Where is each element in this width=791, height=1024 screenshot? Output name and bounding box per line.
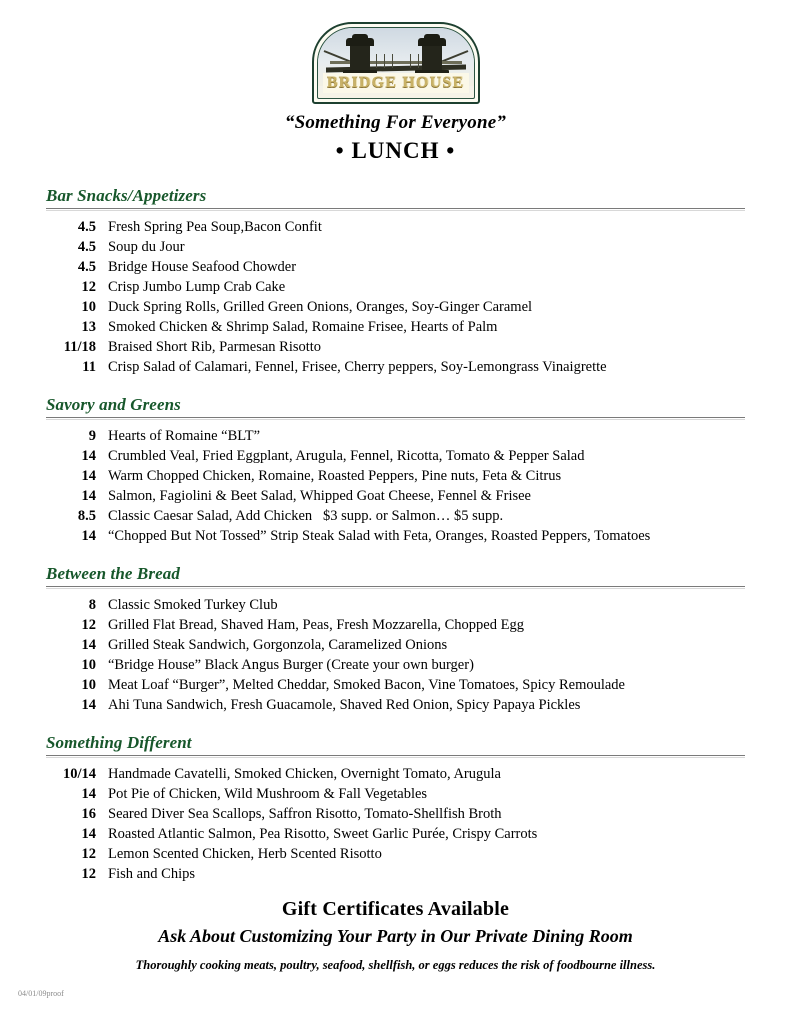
menu-item: [46, 337, 745, 357]
bridge-hanger-icon: [392, 54, 393, 68]
menu-section: [46, 186, 745, 377]
proof-stamp: 04/01/09proof: [18, 989, 64, 998]
menu-item-description: Classic Caesar Salad, Add Chicken $3 supp. or Salmon… $5 supp.: [108, 508, 504, 524]
menu-item-price: 4.5: [77, 239, 96, 255]
section-heading: Between the Bread: [46, 564, 180, 583]
bridge-house-logo: [312, 22, 480, 104]
menu-item-description: Handmade Cavatelli, Smoked Chicken, Overnight Tomato, Arugula: [108, 766, 501, 782]
menu-item-description: “Chopped But Not Tossed” Strip Steak Salad with Feta, Oranges, Roasted Peppers, Tomatoes: [108, 528, 651, 544]
menu-item: [46, 426, 745, 446]
menu-item-description: Roasted Atlantic Salmon, Pea Risotto, Sweet Garlic Purée, Crispy Carrots: [108, 826, 538, 842]
menu-item-price: 8.5: [77, 508, 96, 524]
menu-item-description: Lemon Scented Chicken, Herb Scented Risotto: [108, 846, 382, 862]
menu-item-price: 14: [81, 786, 96, 802]
menu-item-description: Seared Diver Sea Scallops, Saffron Risotto, Tomato-Shellfish Broth: [108, 806, 502, 822]
bridge-hanger-icon: [384, 54, 385, 68]
menu-item-price: 14: [81, 488, 96, 504]
menu-footer: [0, 898, 791, 973]
menu-item: [46, 297, 745, 317]
menu-item: [46, 237, 745, 257]
menu-item-description: Hearts of Romaine “BLT”: [108, 428, 261, 444]
menu-item: [46, 784, 745, 804]
tagline: “Something For Everyone”: [284, 112, 507, 133]
menu-item: [46, 277, 745, 297]
menu-item-description: Soup du Jour: [108, 239, 185, 255]
menu-item-price: 14: [81, 528, 96, 544]
menu-section: [46, 733, 745, 884]
menu-item-description: Grilled Flat Bread, Shaved Ham, Peas, Fresh Mozzarella, Chopped Egg: [108, 617, 524, 633]
menu-item-description: Smoked Chicken & Shrimp Salad, Romaine Frisee, Hearts of Palm: [108, 319, 498, 335]
section-heading: Bar Snacks/Appetizers: [46, 186, 207, 205]
menu-item-description: Grilled Steak Sandwich, Gorgonzola, Caramelized Onions: [108, 637, 448, 653]
menu-item: [46, 635, 745, 655]
menu-header: [0, 0, 791, 164]
logo-name-band: [323, 73, 469, 93]
menu-item-description: Warm Chopped Chicken, Romaine, Roasted Peppers, Pine nuts, Feta & Citrus: [108, 468, 562, 484]
menu-item-price: 14: [81, 637, 96, 653]
menu-item-price: 14: [81, 697, 96, 713]
menu-item-price: 12: [81, 279, 96, 295]
menu-item-description: Crisp Jumbo Lump Crab Cake: [108, 279, 286, 295]
menu-item: [46, 506, 745, 526]
menu-item: [46, 446, 745, 466]
menu-item: [46, 317, 745, 337]
menu-item-price: 11/18: [63, 339, 96, 355]
menu-item-description: Fish and Chips: [108, 866, 196, 882]
bridge-tower-cap-icon: [418, 38, 446, 46]
menu-item: [46, 695, 745, 715]
page-title: • LUNCH •: [335, 138, 456, 163]
menu-item-price: 10/14: [62, 766, 96, 782]
section-divider: [46, 755, 745, 758]
menu-item-price: 10: [81, 299, 96, 315]
private-dining-note: Ask About Customizing Your Party in Our Private Dining Room: [158, 926, 633, 946]
menu-item: [46, 615, 745, 635]
logo-wordmark: BRIDGE HOUSE: [326, 74, 465, 91]
menu-item: [46, 655, 745, 675]
menu-item-description: Fresh Spring Pea Soup,Bacon Confit: [108, 219, 322, 235]
menu-item-description: Pot Pie of Chicken, Wild Mushroom & Fall Vegetables: [108, 786, 428, 802]
menu-item: [46, 844, 745, 864]
menu-item-price: 13: [81, 319, 96, 335]
bridge-hanger-icon: [418, 54, 419, 68]
menu-item: [46, 217, 745, 237]
menu-item: [46, 526, 745, 546]
menu-item-description: Salmon, Fagiolini & Beet Salad, Whipped Goat Cheese, Fennel & Frisee: [108, 488, 531, 504]
menu-item: [46, 257, 745, 277]
menu-item-description: Meat Loaf “Burger”, Melted Cheddar, Smoked Bacon, Vine Tomatoes, Spicy Remoulade: [108, 677, 625, 693]
menu-item-price: 12: [81, 617, 96, 633]
section-heading: Savory and Greens: [46, 395, 181, 414]
menu-item-price: 11: [82, 359, 96, 375]
bridge-hanger-icon: [376, 54, 377, 68]
section-heading: Something Different: [46, 733, 192, 752]
menu-item-price: 4.5: [77, 259, 96, 275]
menu-item-description: Bridge House Seafood Chowder: [108, 259, 297, 275]
section-divider: [46, 208, 745, 211]
menu-item: [46, 595, 745, 615]
menu-item: [46, 824, 745, 844]
section-divider: [46, 417, 745, 420]
gift-certificates-note: Gift Certificates Available: [281, 898, 510, 920]
menu-item: [46, 466, 745, 486]
menu-item: [46, 357, 745, 377]
menu-item-price: 9: [88, 428, 96, 444]
menu-item-description: Classic Smoked Turkey Club: [108, 597, 278, 613]
menu-item: [46, 675, 745, 695]
menu-section: [46, 564, 745, 715]
menu-item-price: 12: [81, 846, 96, 862]
menu-item-price: 14: [81, 468, 96, 484]
menu-section: [46, 395, 745, 546]
menu-item: [46, 864, 745, 884]
logo-plaque-frame: [312, 22, 480, 104]
menu-item-description: Duck Spring Rolls, Grilled Green Onions, Oranges, Soy-Ginger Caramel: [108, 299, 533, 315]
logo-inner-frame: [317, 27, 475, 99]
menu-item-description: Ahi Tuna Sandwich, Fresh Guacamole, Shaved Red Onion, Spicy Papaya Pickles: [108, 697, 581, 713]
menu-item-price: 10: [81, 657, 96, 673]
menu-item-description: “Bridge House” Black Angus Burger (Create your own burger): [108, 657, 474, 673]
menu-item-price: 14: [81, 826, 96, 842]
health-disclaimer: Thoroughly cooking meats, poultry, seafood, shellfish, or eggs reduces the risk of foodbourne illness.: [135, 958, 656, 972]
menu-item: [46, 764, 745, 784]
menu-sections: [0, 186, 791, 884]
menu-item-price: 8: [88, 597, 96, 613]
menu-item-price: 16: [81, 806, 96, 822]
menu-item-price: 4.5: [77, 219, 96, 235]
menu-item: [46, 486, 745, 506]
menu-item-price: 12: [81, 866, 96, 882]
menu-item: [46, 804, 745, 824]
section-divider: [46, 586, 745, 589]
menu-item-price: 14: [81, 448, 96, 464]
menu-item-description: Crisp Salad of Calamari, Fennel, Frisee, Cherry peppers, Soy-Lemongrass Vinaigrette: [108, 359, 607, 375]
bridge-tower-cap-icon: [346, 38, 374, 46]
bridge-hanger-icon: [410, 54, 411, 68]
menu-item-description: Crumbled Veal, Fried Eggplant, Arugula, Fennel, Ricotta, Tomato & Pepper Salad: [108, 448, 585, 464]
menu-item-description: Braised Short Rib, Parmesan Risotto: [108, 339, 322, 355]
menu-item-price: 10: [81, 677, 96, 693]
